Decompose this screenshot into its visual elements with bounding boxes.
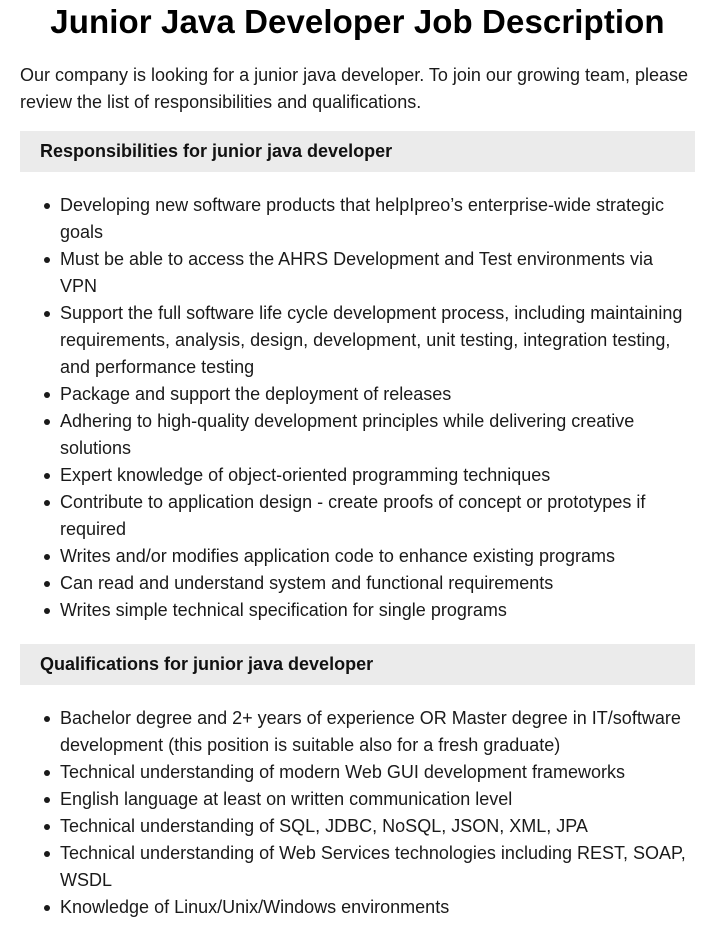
qualifications-list [20,705,692,921]
responsibility-item: Package and support the deployment of releases [60,381,692,408]
responsibilities-heading: Responsibilities for junior java developer [20,131,695,172]
responsibility-item: Expert knowledge of object-oriented programming techniques [60,462,692,489]
qualification-item: Knowledge of Linux/Unix/Windows environments [60,894,692,921]
qualification-item: Technical understanding of Web Services technologies including REST, SOAP, WSDL [60,840,692,894]
qualification-item: English language at least on written communication level [60,786,692,813]
responsibility-item: Must be able to access the AHRS Development and Test environments via VPN [60,246,692,300]
responsibility-item: Writes simple technical specification for single programs [60,597,692,624]
qualifications-heading: Qualifications for junior java developer [20,644,695,685]
responsibility-item: Contribute to application design - create proofs of concept or prototypes if required [60,489,692,543]
qualification-item: Technical understanding of SQL, JDBC, NoSQL, JSON, XML, JPA [60,813,692,840]
page-title: Junior Java Developer Job Description [50,3,665,40]
responsibility-item: Developing new software products that helpIpreo’s enterprise-wide strategic goals [60,192,692,246]
responsibilities-list [20,192,692,624]
qualification-item: Technical understanding of modern Web GUI development frameworks [60,759,692,786]
responsibility-item: Adhering to high-quality development principles while delivering creative solutions [60,408,692,462]
responsibility-item: Writes and/or modifies application code to enhance existing programs [60,543,692,570]
responsibility-item: Can read and understand system and functional requirements [60,570,692,597]
intro-paragraph: Our company is looking for a junior java developer. To join our growing team, please review the list of responsibilities and qualifications. [20,65,689,112]
qualification-item: Bachelor degree and 2+ years of experience OR Master degree in IT/software development (this position is suitable also for a fresh graduate) [60,705,692,759]
responsibility-item: Support the full software life cycle development process, including maintaining requirements, analysis, design, development, unit testing, integration testing, and performance testing [60,300,692,381]
